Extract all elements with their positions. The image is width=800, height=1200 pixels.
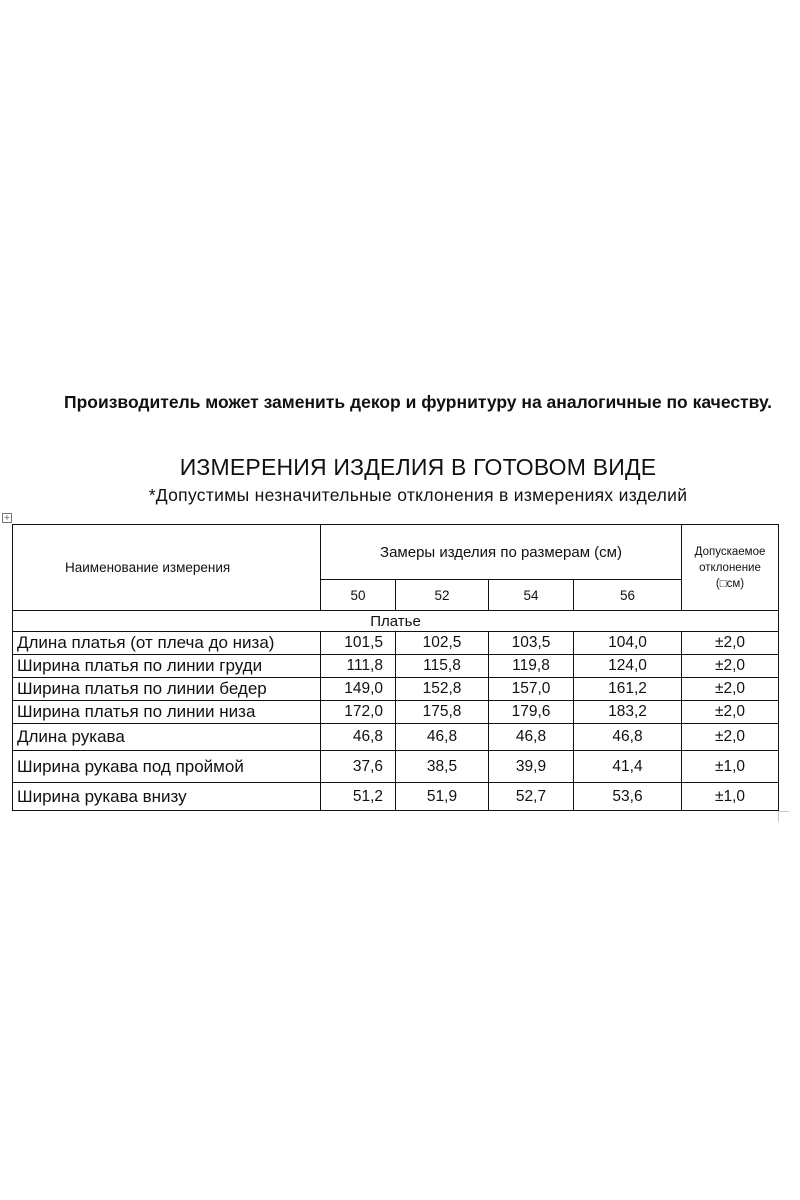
row-measurement-name: Ширина платья по линии груди <box>13 655 321 678</box>
table-row <box>13 751 779 783</box>
row-value: 53,6 <box>574 783 682 811</box>
section-label: Платье <box>13 611 779 632</box>
row-value: 149,0 <box>321 678 396 701</box>
row-value: 152,8 <box>396 678 489 701</box>
row-value: 38,5 <box>396 751 489 783</box>
row-value: 111,8 <box>321 655 396 678</box>
header-tolerance-line1: Допускаемое <box>694 545 766 558</box>
table-header-row <box>13 525 779 580</box>
row-value: 46,8 <box>489 724 574 751</box>
page-title: ИЗМЕРЕНИЯ ИЗДЕЛИЯ В ГОТОВОМ ВИДЕ <box>179 454 657 480</box>
row-value: 102,5 <box>396 632 489 655</box>
row-tolerance: ±2,0 <box>682 701 779 724</box>
row-value: 104,0 <box>574 632 682 655</box>
size-label: 50 <box>321 580 396 611</box>
row-value: 183,2 <box>574 701 682 724</box>
row-value: 52,7 <box>489 783 574 811</box>
row-value: 51,2 <box>321 783 396 811</box>
row-tolerance: ±1,0 <box>682 751 779 783</box>
header-measurement-name: Наименование измерения <box>13 525 321 611</box>
row-value: 161,2 <box>574 678 682 701</box>
row-value: 46,8 <box>396 724 489 751</box>
row-tolerance: ±2,0 <box>682 632 779 655</box>
size-label: 54 <box>489 580 574 611</box>
row-value: 119,8 <box>489 655 574 678</box>
row-value: 172,0 <box>321 701 396 724</box>
row-value: 124,0 <box>574 655 682 678</box>
row-value: 157,0 <box>489 678 574 701</box>
row-measurement-name: Длина платья (от плеча до низа) <box>13 632 321 655</box>
row-value: 115,8 <box>396 655 489 678</box>
table-row <box>13 678 779 701</box>
table-move-handle-icon[interactable]: + <box>3 513 11 522</box>
row-measurement-name: Ширина рукава внизу <box>13 783 321 811</box>
row-value: 175,8 <box>396 701 489 724</box>
table-section-row <box>13 611 779 632</box>
size-label: 56 <box>574 580 682 611</box>
header-sizes-caption: Замеры изделия по размерам (см) <box>321 525 682 580</box>
row-value: 37,6 <box>321 751 396 783</box>
row-tolerance: ±2,0 <box>682 724 779 751</box>
page-subtitle: *Допустимы незначительные отклонения в измерениях изделий <box>148 485 688 505</box>
row-value: 46,8 <box>321 724 396 751</box>
header-tolerance-line3: (□см) <box>715 577 745 590</box>
row-value: 179,6 <box>489 701 574 724</box>
header-tolerance <box>682 525 779 611</box>
table-row <box>13 783 779 811</box>
row-tolerance: ±2,0 <box>682 655 779 678</box>
row-value: 39,9 <box>489 751 574 783</box>
row-value: 103,5 <box>489 632 574 655</box>
table-row <box>13 701 779 724</box>
row-tolerance: ±1,0 <box>682 783 779 811</box>
size-label: 52 <box>396 580 489 611</box>
header-tolerance-line2: отклонение <box>699 561 761 574</box>
row-measurement-name: Ширина платья по линии бедер <box>13 678 321 701</box>
table-row <box>13 632 779 655</box>
table-row <box>13 655 779 678</box>
row-measurement-name: Ширина рукава под проймой <box>13 751 321 783</box>
manufacturer-notice: Производитель может заменить декор и фурнитуру на аналогичные по качеству. <box>64 392 772 412</box>
row-value: 46,8 <box>574 724 682 751</box>
page-corner-mark <box>778 811 789 822</box>
table-row <box>13 724 779 751</box>
row-value: 101,5 <box>321 632 396 655</box>
measurements-table <box>12 524 779 811</box>
row-measurement-name: Ширина платья по линии низа <box>13 701 321 724</box>
row-value: 51,9 <box>396 783 489 811</box>
row-measurement-name: Длина рукава <box>13 724 321 751</box>
row-tolerance: ±2,0 <box>682 678 779 701</box>
row-value: 41,4 <box>574 751 682 783</box>
